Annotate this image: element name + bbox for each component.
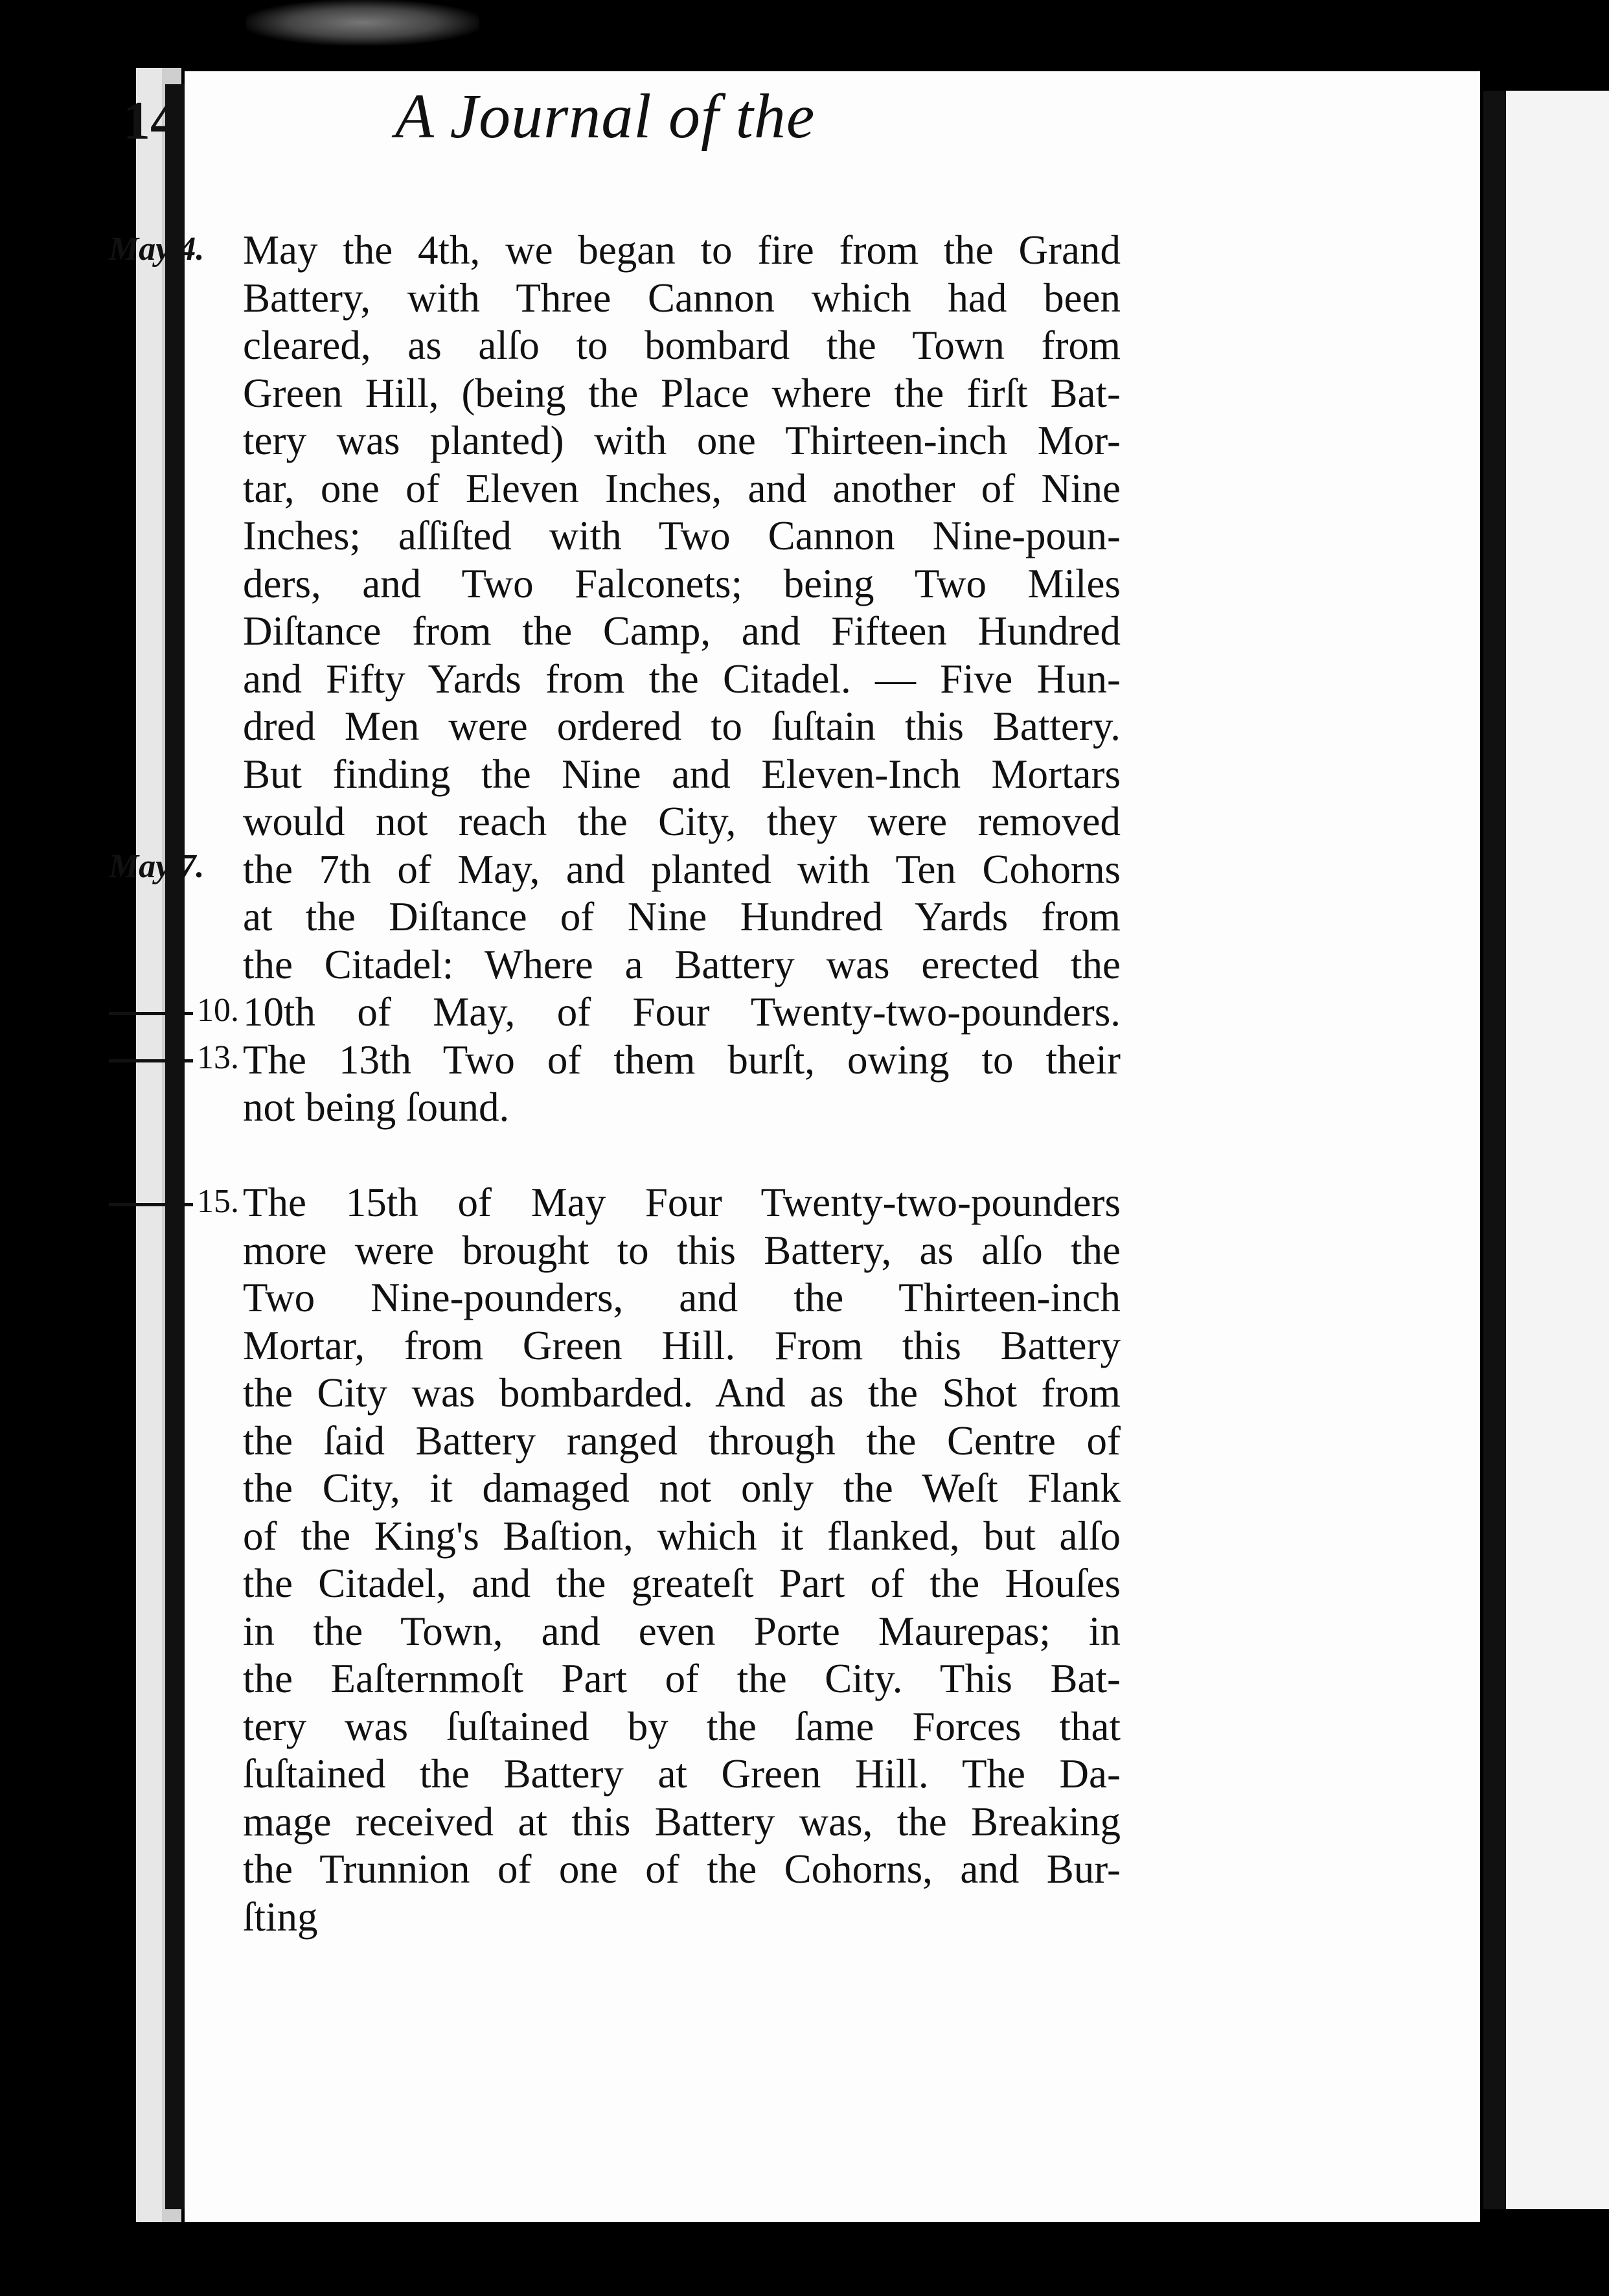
text-line: mage received at this Battery was, the Breaking [243,1798,1121,1844]
text-line: the Trunnion of one of the Cohorns, and Bur- [243,1846,1121,1892]
text-line: tery was planted) with one Thirteen-inch Mor- [243,418,1121,463]
ditto-dash [109,1203,193,1206]
text-line: tery was ſuſtained by the ſame Forces that [243,1703,1121,1749]
page-edge [136,68,162,2225]
text-line: Mortar, from Green Hill. From this Battery [243,1322,1121,1368]
ditto-dash [109,1012,193,1015]
text-line: the Citadel: Where a Battery was erected the [243,941,1121,987]
text-line: 10th of May, of Four Twenty-two-pounders. [243,989,1121,1035]
text-line: tar, one of Eleven Inches, and another of Nine [243,465,1121,511]
text-line: dred Men were ordered to ſuſtain this Battery. [243,704,1121,749]
scan-border-bottom [0,2222,1609,2296]
text-line: cleared, as alſo to bombard the Town from [243,323,1121,368]
text-line: Battery, with Three Cannon which had been [243,275,1121,321]
text-line: of the King's Baſtion, which it flanked, but alſo [243,1513,1121,1559]
margin-note-15: 15. [109,1182,239,1221]
margin-note-13: 13. [109,1039,239,1077]
text-line: the Citadel, and the greateſt Part of the Houſes [243,1561,1121,1606]
paragraph-2 [243,1179,1121,1941]
text-line: The 15th of May Four Twenty-two-pounders [243,1180,1121,1225]
text-line: the City was bombarded. And as the Shot from [243,1370,1121,1416]
text-line: ſting [243,1894,318,1940]
running-title: A Journal of the [395,82,816,152]
text-line: Green Hill, (being the Place where the firſt Bat- [243,370,1121,416]
text-line: ſuſtained the Battery at Green Hill. The Da- [243,1751,1121,1797]
scan-smudge [246,0,479,45]
text-line: the ſaid Battery ranged through the Centre of [243,1418,1121,1464]
text-line: the Eaſternmoſt Part of the City. This Bat- [243,1656,1121,1701]
text-line: Two Nine-pounders, and the Thirteen-inch [243,1275,1121,1320]
text-line: Diſtance from the Camp, and Fifteen Hundred [243,608,1121,654]
text-line: would not reach the City, they were removed [243,799,1121,844]
text-line: in the Town, and even Porte Maurepas; in [243,1608,1121,1654]
text-line: more were brought to this Battery, as alſo the [243,1227,1121,1273]
margin-note-may-7: May 7. [109,848,205,885]
text-line: May the 4th, we began to fire from the Grand [243,227,1121,273]
text-line: not being ſound. [243,1085,510,1130]
paragraph-1 [243,227,1121,1132]
text-line: the City, it damaged not only the Weſt Flank [243,1465,1121,1511]
page-number: 14 [123,91,177,151]
margin-note-may-4: May 4. [109,231,205,268]
text-line: the 7th of May, and planted with Ten Cohorns [243,846,1121,892]
text-line: and Fifty Yards from the Citadel. — Five Hun- [243,656,1121,702]
text-line: Inches; aſſiſted with Two Cannon Nine-poun- [243,513,1121,558]
text-line: But finding the Nine and Eleven-Inch Mortars [243,751,1121,797]
margin-note-10: 10. [109,991,239,1029]
text-line: The 13th Two of them burſt, owing to their [243,1037,1121,1083]
ditto-dash [109,1059,193,1062]
text-line: at the Diſtance of Nine Hundred Yards from [243,894,1121,939]
facing-page [1506,91,1609,2209]
text-line: ders, and Two Falconets; being Two Miles [243,560,1121,606]
gutter-shadow [165,84,185,2209]
